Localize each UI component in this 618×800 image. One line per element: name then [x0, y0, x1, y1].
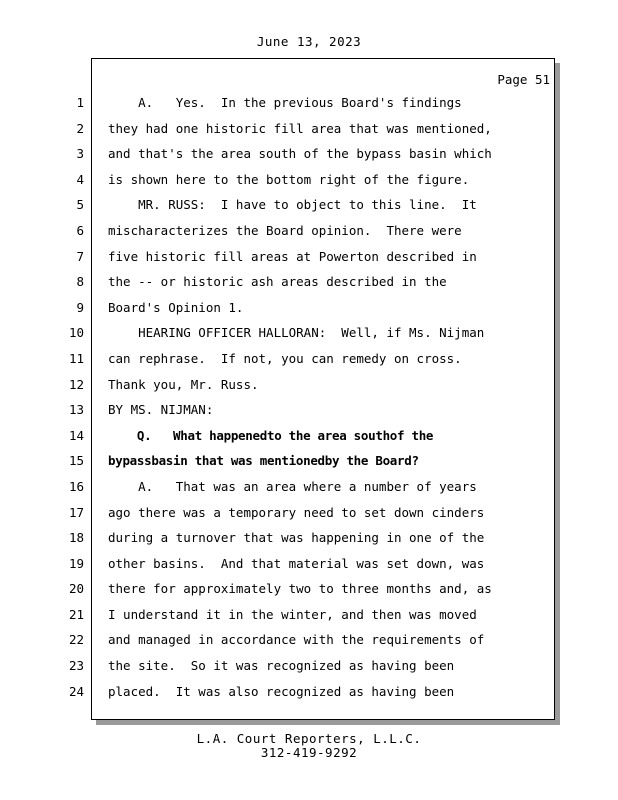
line-number: 6 — [76, 222, 84, 238]
transcript-line: Board's Opinion 1. — [108, 299, 244, 315]
transcript-line: I understand it in the winter, and then was moved — [108, 606, 477, 622]
transcript-line: mischaracterizes the Board opinion. There were — [108, 222, 462, 238]
transcript-line: they had one historic fill area that was mentioned, — [108, 120, 492, 136]
transcript-line: A. That was an area where a number of years — [108, 478, 477, 494]
transcript-line: the -- or historic ash areas described in the — [108, 274, 447, 290]
line-number: 24 — [68, 683, 84, 699]
transcript-line: and managed in accordance with the requirements of — [108, 632, 485, 648]
line-number: 11 — [68, 350, 84, 366]
transcript-line: ago there was a temporary need to set down cinders — [108, 504, 485, 520]
reporter-company: L.A. Court Reporters, L.L.C. — [196, 731, 422, 746]
transcript-line: five historic fill areas at Powerton described in — [108, 248, 477, 264]
line-number: 7 — [76, 248, 84, 264]
transcript-line: there for approximately two to three months and, as — [108, 581, 492, 597]
line-number: 8 — [76, 274, 84, 290]
line-number: 13 — [68, 402, 84, 418]
line-number: 16 — [68, 478, 84, 494]
transcript-line: during a turnover that was happening in one of the — [108, 530, 485, 546]
line-number: 14 — [68, 427, 84, 443]
line-number: 10 — [68, 325, 84, 341]
line-number: 1 — [76, 95, 84, 110]
line-number: 22 — [68, 632, 84, 648]
line-number: 2 — [76, 120, 84, 136]
footer — [0, 732, 618, 760]
transcript-body — [108, 90, 553, 704]
line-number: 20 — [68, 581, 84, 597]
transcript-line: Thank you, Mr. Russ. — [108, 376, 259, 392]
line-number: 5 — [76, 197, 84, 213]
transcript-line: the site. So it was recognized as having been — [108, 658, 455, 674]
transcript-line: other basins. And that material was set down, was — [108, 555, 485, 571]
transcript-line-question: bypassbasin that was mentionedby the Board? — [108, 453, 419, 469]
line-number: 15 — [68, 453, 84, 469]
reporter-phone: 312-419-9292 — [260, 745, 358, 760]
page-number: Page 51 — [497, 72, 550, 87]
transcript-date: June 13, 2023 — [256, 34, 362, 49]
line-number: 9 — [76, 299, 84, 315]
transcript-line: HEARING OFFICER HALLORAN: Well, if Ms. Nijman — [108, 325, 485, 341]
line-number: 12 — [68, 376, 84, 392]
transcript-line: placed. It was also recognized as having been — [108, 683, 455, 699]
line-number-column — [50, 90, 84, 704]
line-number: 18 — [68, 530, 84, 546]
transcript-line: can rephrase. If not, you can remedy on cross. — [108, 350, 462, 366]
line-number: 23 — [68, 658, 84, 674]
line-number: 17 — [68, 504, 84, 520]
transcript-line: BY MS. NIJMAN: — [108, 402, 214, 418]
transcript-line: and that's the area south of the bypass basin which — [108, 146, 492, 162]
transcript-line: MR. RUSS: I have to object to this line. It — [108, 197, 477, 213]
transcript-line: is shown here to the bottom right of the figure. — [108, 171, 470, 187]
line-number: 19 — [68, 555, 84, 571]
line-number: 4 — [76, 171, 84, 187]
transcript-line-question: Q. What happenedto the area southof the — [108, 427, 434, 443]
line-number: 21 — [68, 606, 84, 622]
transcript-line: A. Yes. In the previous Board's findings — [108, 95, 462, 110]
line-number: 3 — [76, 146, 84, 162]
